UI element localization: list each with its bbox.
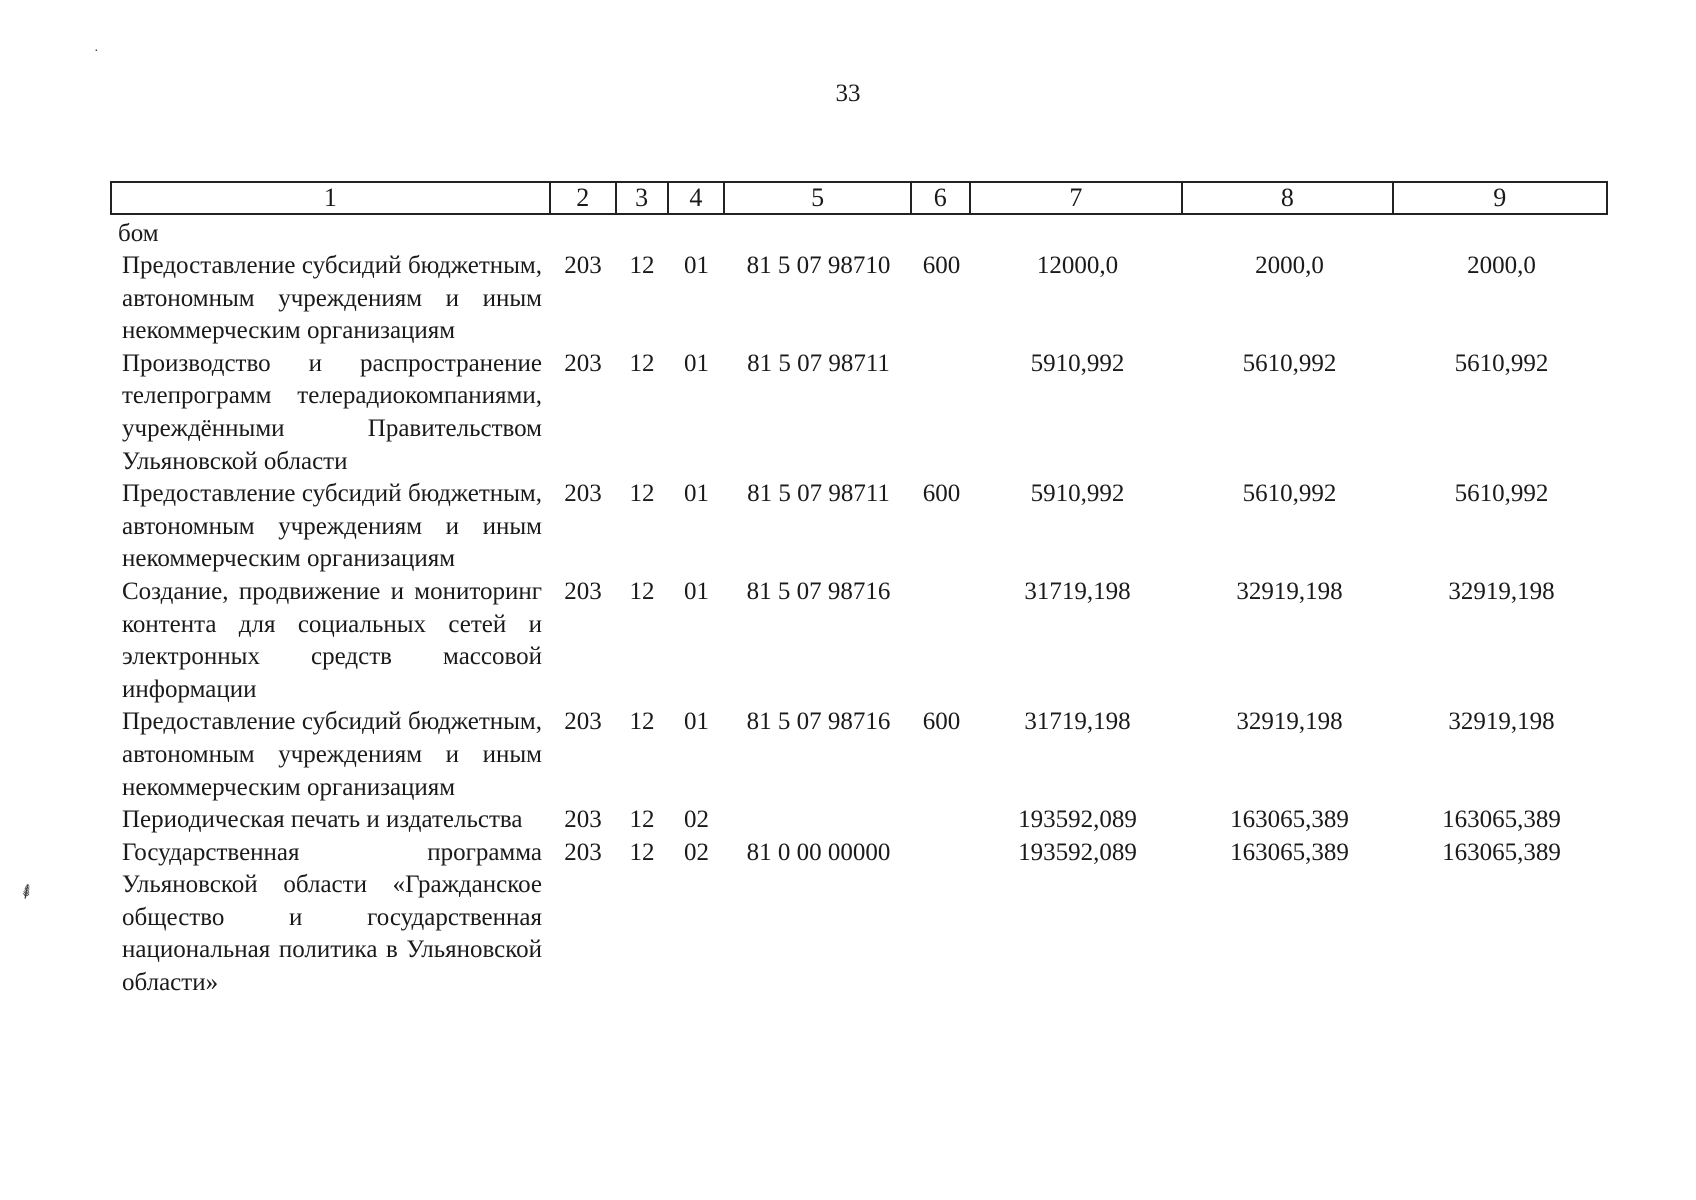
row-col-7: 193592,089 — [1018, 806, 1137, 834]
row-col-7: 12000,0 — [1036, 252, 1119, 279]
row-description: Создание, продвижение и мониторинг контента для социальных сетей и электронных средств массовой информации — [122, 577, 542, 703]
row-description: Государственная программа Ульяновской области «Гражданское общество и государственная национальная политика в Ульяновской области» — [122, 838, 542, 997]
row-col-4: 01 — [684, 252, 709, 279]
table-body — [110, 218, 1608, 1000]
row-description: Предоставление субсидий бюджетным, автономным учреждениям и иным некоммерческим организациям — [122, 708, 542, 801]
row-col-2: 203 — [564, 806, 602, 834]
row-col-8: 2000,0 — [1255, 252, 1324, 279]
row-col-9: 2000,0 — [1467, 252, 1536, 279]
row-col-2: 203 — [564, 349, 602, 377]
row-col-7: 31719,198 — [1024, 577, 1131, 605]
row-col-9: 163065,389 — [1442, 806, 1561, 834]
row-col-6: 600 — [922, 480, 961, 508]
row-description: Предоставление субсидий бюджетным, автономным учреждениям и иным некоммерческим организациям — [122, 480, 542, 573]
row-col-9: 32919,198 — [1448, 577, 1555, 605]
row-col-5: 81 5 07 98711 — [747, 349, 890, 377]
row-col-9: 5610,992 — [1454, 349, 1549, 377]
row-col-8: 163065,389 — [1230, 838, 1349, 866]
row-description: Предоставление субсидий бюджетным, автономным учреждениям и иным некоммерческим организациям — [122, 252, 542, 345]
row-col-3: 12 — [629, 708, 655, 736]
table-row — [110, 804, 1608, 837]
header-col-3: 3 — [617, 183, 669, 213]
row-col-9: 5610,992 — [1454, 480, 1549, 508]
row-col-4: 01 — [684, 577, 709, 605]
header-col-6: 6 — [912, 183, 971, 213]
row-col-3: 12 — [629, 577, 655, 605]
scan-speck: · — [94, 44, 99, 59]
row-description: Периодическая печать и издательства — [122, 806, 523, 834]
row-col-5: 81 5 07 98711 — [747, 480, 890, 508]
table-header — [110, 181, 1608, 215]
row-col-3: 12 — [629, 349, 655, 377]
table-row — [110, 478, 1608, 576]
row-col-4: 01 — [684, 480, 709, 508]
row-col-9: 163065,389 — [1442, 838, 1561, 866]
row-col-5: 81 5 07 98716 — [746, 708, 891, 736]
table-row — [110, 250, 1608, 348]
header-col-1: 1 — [112, 183, 551, 213]
row-col-7: 193592,089 — [1018, 838, 1137, 866]
row-col-4: 01 — [684, 708, 709, 736]
table-row — [110, 706, 1608, 804]
header-col-9: 9 — [1493, 183, 1507, 212]
row-description: Производство и распространение телепрограмм телерадиокомпаниями, учреждёнными Правительством Ульяновской области — [122, 349, 542, 475]
table-row — [110, 837, 1608, 1000]
row-col-2: 203 — [564, 480, 602, 508]
row-col-9: 32919,198 — [1448, 708, 1555, 736]
row-col-8: 163065,389 — [1230, 806, 1349, 834]
row-col-2: 203 — [564, 252, 602, 279]
row-col-2: 203 — [564, 838, 602, 866]
row-col-4: 02 — [684, 806, 709, 834]
row-col-6: 600 — [922, 708, 961, 736]
row-col-7: 31719,198 — [1024, 708, 1131, 736]
page-number: 33 — [835, 80, 861, 107]
row-col-5: 81 0 00 00000 — [746, 838, 891, 866]
table-rows — [110, 250, 1608, 1000]
row-col-3: 12 — [629, 252, 655, 279]
row-col-6: 600 — [922, 252, 961, 279]
table-row — [110, 576, 1608, 706]
row-col-4: 02 — [684, 838, 709, 866]
row-col-3: 12 — [629, 480, 655, 508]
row-col-5: 81 5 07 98716 — [746, 577, 891, 605]
row-col-3: 12 — [629, 806, 655, 834]
header-col-5: 5 — [725, 183, 912, 213]
row-col-7: 5910,992 — [1030, 349, 1125, 377]
row-col-8: 5610,992 — [1242, 480, 1337, 508]
row-col-2: 203 — [564, 577, 602, 605]
header-col-8: 8 — [1183, 183, 1393, 213]
row-col-2: 203 — [564, 708, 602, 736]
header-col-2: 2 — [551, 183, 617, 213]
scan-smudge: ⸙ — [14, 875, 39, 906]
continuation-text: бом — [118, 220, 159, 247]
row-col-7: 5910,992 — [1030, 480, 1125, 508]
header-col-7: 7 — [971, 183, 1183, 213]
row-col-8: 32919,198 — [1236, 708, 1343, 736]
row-col-5: 81 5 07 98710 — [746, 252, 891, 279]
header-col-4: 4 — [669, 183, 726, 213]
row-col-8: 32919,198 — [1236, 577, 1343, 605]
row-col-3: 12 — [629, 838, 655, 866]
table-row — [110, 348, 1608, 478]
row-col-8: 5610,992 — [1242, 349, 1337, 377]
row-col-4: 01 — [684, 349, 709, 377]
